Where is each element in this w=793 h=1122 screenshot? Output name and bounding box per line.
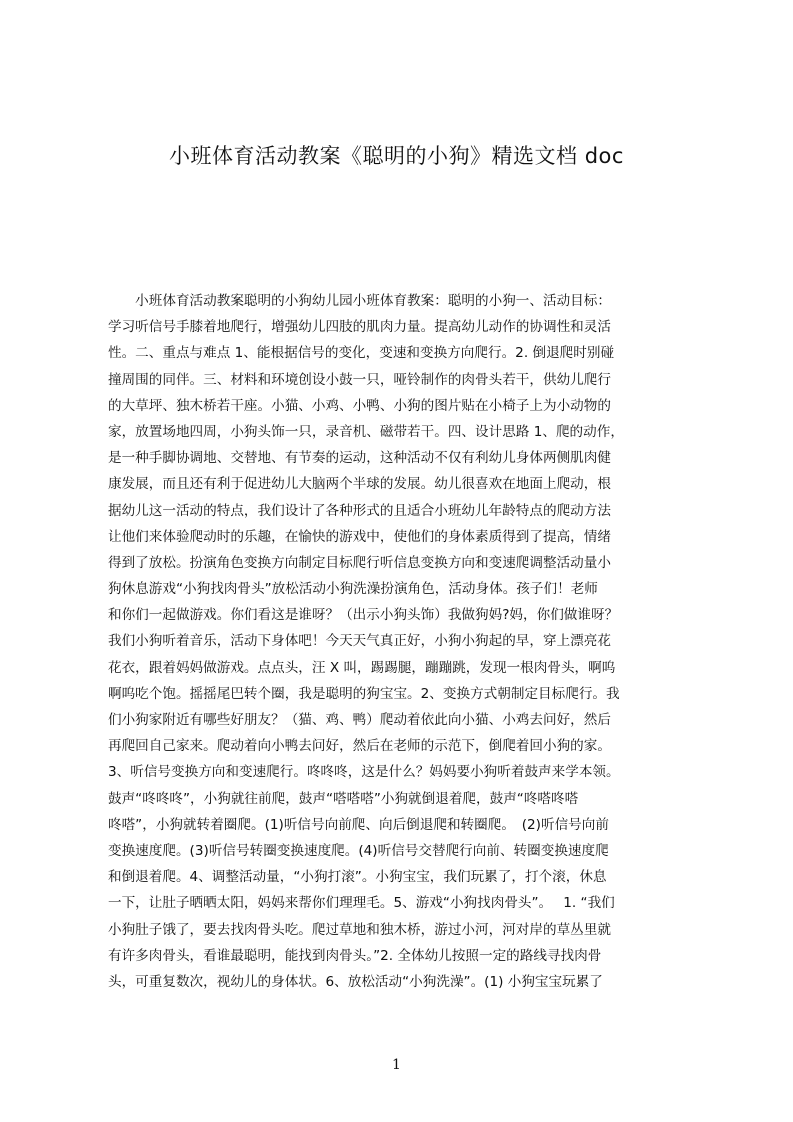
- body-line: 康发展，而且还有利于促进幼儿大脑两个半球的发展。幼儿很喜欢在地面上爬动，根: [108, 476, 611, 493]
- body-line: 据幼儿这一活动的特点，我们设计了各种形式的且适合小班幼儿年龄特点的爬动方法: [108, 502, 611, 519]
- body-line: 我们小狗听着音乐，活动下身体吧！今天天气真正好，小狗小狗起的早，穿上漂亮花: [108, 633, 611, 650]
- body-line: 变换速度爬。(3)听信号转圈变换速度爬。(4)听信号交替爬行向前、转圈变换速度爬: [108, 842, 609, 859]
- body-line: 鼓声“咚咚咚”，小狗就往前爬，鼓声“嗒嗒嗒”小狗就倒退着爬，鼓声“咚嗒咚嗒: [108, 790, 579, 807]
- body-line: 有许多肉骨头，看谁最聪明，能找到肉骨头。”2. 全体幼儿按照一定的路线寻找肉骨: [108, 947, 602, 964]
- body-line: 得到了放松。扮演角色变换方向制定目标爬行听信息变换方向和变速爬调整活动量小: [108, 554, 611, 571]
- body-line: 和你们一起做游戏。你们看这是谁呀？（出示小狗头饰）我做狗妈?妈，你们做谁呀？: [108, 607, 619, 624]
- body-line: 小班体育活动教案聪明的小狗幼儿园小班体育教案：聪明的小狗一、活动目标：: [108, 293, 611, 309]
- body-line: 一下，让肚子晒晒太阳，妈妈来帮你们理理毛。5、游戏“小狗找肉骨头”。 1. “我们: [108, 895, 615, 912]
- document-body: [108, 288, 698, 995]
- body-line: 家，放置场地四周，小狗头饰一只，录音机、磁带若干。四、设计思路 1、爬的动作，: [108, 423, 624, 440]
- body-line: 学习听信号手膝着地爬行，增强幼儿四肢的肌肉力量。提高幼儿动作的协调性和灵活: [108, 319, 611, 336]
- body-line: 让他们来体验爬动时的乐趣，在愉快的游戏中，使他们的身体素质得到了提高，情绪: [108, 528, 611, 545]
- body-line: 是一种手脚协调地、交替地、有节奏的运动，这种活动不仅有利幼儿身体两侧肌肉健: [108, 450, 611, 467]
- body-line: 们小狗家附近有哪些好朋友？（猫、鸡、鸭）爬动着依此向小猫、小鸡去问好，然后: [108, 712, 611, 728]
- body-line: 小狗肚子饿了，要去找肉骨头吃。爬过草地和独木桥，游过小河，河对岸的草丛里就: [108, 921, 611, 938]
- document-title: 小班体育活动教案《聪明的小狗》精选文档 doc: [169, 144, 624, 168]
- body-line: 花衣，跟着妈妈做游戏。点点头，汪 X 叫，踢踢腿，蹦蹦跳，发现一根肉骨头，啊呜: [108, 659, 616, 676]
- body-line: 啊呜吃个饱。摇摇尾巴转个圈，我是聪明的狗宝宝。2、变换方式朝制定目标爬行。我: [108, 685, 620, 702]
- body-line: 的大草坪、独木桥若干座。小猫、小鸡、小鸭、小狗的图片贴在小椅子上为小动物的: [108, 397, 611, 414]
- body-line: 性。二、重点与难点 1、能根据信号的变化，变速和变换方向爬行。2. 倒退爬时别碰: [108, 345, 615, 362]
- body-line: 撞周围的同伴。三、材料和环境创设小鼓一只，哑铃制作的肉骨头若干，供幼儿爬行: [108, 371, 611, 388]
- body-line: 3、听信号变换方向和变速爬行。咚咚咚，这是什么？妈妈要小狗听着鼓声来学本领。: [108, 764, 620, 781]
- body-line: 狗休息游戏“小狗找肉骨头”放松活动小狗洗澡扮演角色，活动身体。孩子们！老师: [108, 581, 598, 598]
- body-line: 头，可重复数次，视幼儿的身体状。6、放松活动“小狗洗澡”。(1) 小狗宝宝玩累了: [108, 973, 603, 990]
- page-number: 1: [392, 1057, 401, 1073]
- body-line: 咚嗒”，小狗就转着圈爬。(1)听信号向前爬、向后倒退爬和转圈爬。 (2)听信号向前: [108, 816, 609, 833]
- body-line: 和倒退着爬。4、调整活动量，“小狗打滚”。小狗宝宝，我们玩累了，打个滚，休息: [108, 869, 607, 886]
- body-line: 再爬回自己家来。爬动着向小鸭去问好，然后在老师的示范下，倒爬着回小狗的家。: [108, 738, 611, 755]
